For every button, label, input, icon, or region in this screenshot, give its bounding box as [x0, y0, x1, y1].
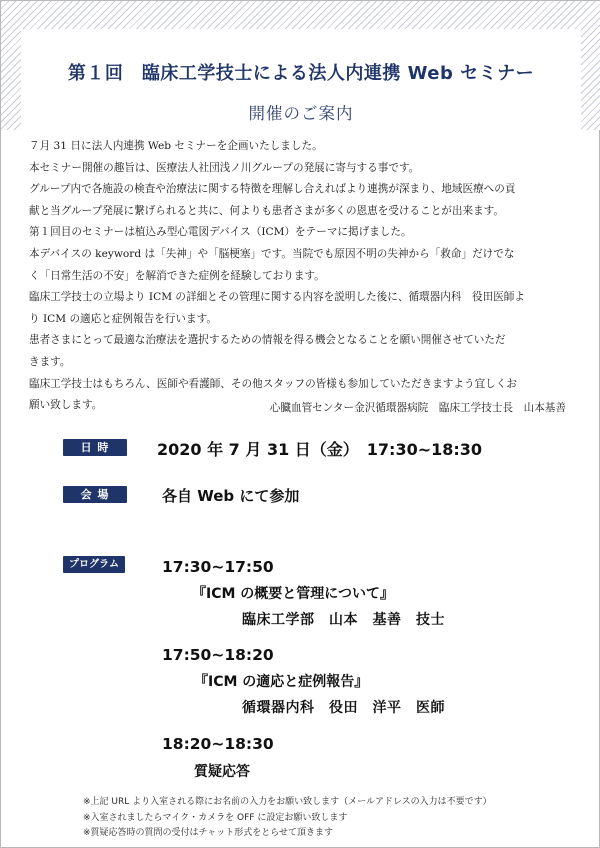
note-line: ※上記 URL より入室される際にお名前の入力をお願い致します（メールアドレスの入力は不要です） [83, 797, 492, 807]
intro-line: 本セミナー開催の趣旨は、医療法人社団浅ノ川グループの発展に寄与する事です。 [29, 161, 420, 174]
signature: 心臓血管センター金沢循環器病院 臨床工学技士長 山本基善 [269, 402, 566, 414]
program-title: 質疑応答 [194, 764, 250, 780]
intro-line: グループ内で各施設の検査や治療法に関する特徴を理解し合えればより連携が深まり、地域医療への貢 [29, 183, 516, 196]
note-line: ※入室されましたらマイク・カメラを OFF に設定お願い致します [83, 812, 348, 823]
intro-line: 第１回目のセミナーは植込み型心電図デバイス（ICM）をテーマに掲げました。 [29, 226, 412, 239]
note-line: ※質疑応答時の質問の受付はチャット形式をとらせて頂きます [83, 828, 334, 838]
notes [83, 795, 573, 842]
venue-value: 各自 Web にて参加 [162, 487, 300, 505]
intro-line: 本デバイスの keyword は「失神」や「脳梗塞」です。当院でも原因不明の失神から「救命」だけでな [29, 247, 515, 260]
intro-line: 臨床工学技士はもちろん、医師や看護師、その他スタッフの皆様も参加していただきますよう宜しくお [29, 377, 517, 390]
program-speaker: 臨床工学部 山本 基善 技士 [242, 612, 445, 628]
program-label-badge: プログラム [63, 556, 125, 573]
seminar-title: 第１回 臨床工学技士による法人内連携 Web セミナー [67, 63, 535, 84]
intro-line: きます。 [29, 355, 71, 368]
program-title: 『ICM の概要と管理について』 [192, 586, 395, 602]
intro-line: 患者さまにとって最適な治療法を選択するための情報を得る機会となることを願い開催させていただ [29, 334, 506, 347]
venue-label-badge: 会 場 [63, 486, 127, 503]
title-panel [21, 29, 581, 130]
intro-line: り ICM の適応と症例報告を行います。 [29, 312, 217, 325]
date-value: 2020 年 7 月 31 日（金） 17:30~18:30 [157, 440, 483, 459]
program-time: 17:50~18:20 [162, 646, 274, 664]
intro-line: 臨床工学技士の立場より ICM の詳細とその管理に関する内容を説明した後に、循環器内科 役田医師よ [29, 291, 525, 304]
intro-line: ７月 31 日に法人内連携 Web セミナーを企画いたしました。 [29, 140, 323, 152]
intro-line: く「日常生活の不安」を解消できた症例を経験しております。 [29, 269, 325, 282]
intro-line: 願い致します。 [29, 399, 103, 412]
intro-text [29, 136, 574, 417]
program-time: 17:30~17:50 [162, 558, 274, 576]
program-time: 18:20~18:30 [162, 735, 274, 753]
seminar-subtitle: 開催のご案内 [248, 104, 354, 123]
program-speaker: 循環器内科 役田 洋平 医師 [242, 700, 445, 716]
date-label-badge: 日 時 [63, 439, 127, 456]
intro-line: 献と当グループ発展に繋げられると共に、何よりも患者さまが多くの恩恵を受けることが出来ます。 [29, 204, 505, 217]
program-title: 『ICM の適応と症例報告』 [194, 674, 369, 690]
